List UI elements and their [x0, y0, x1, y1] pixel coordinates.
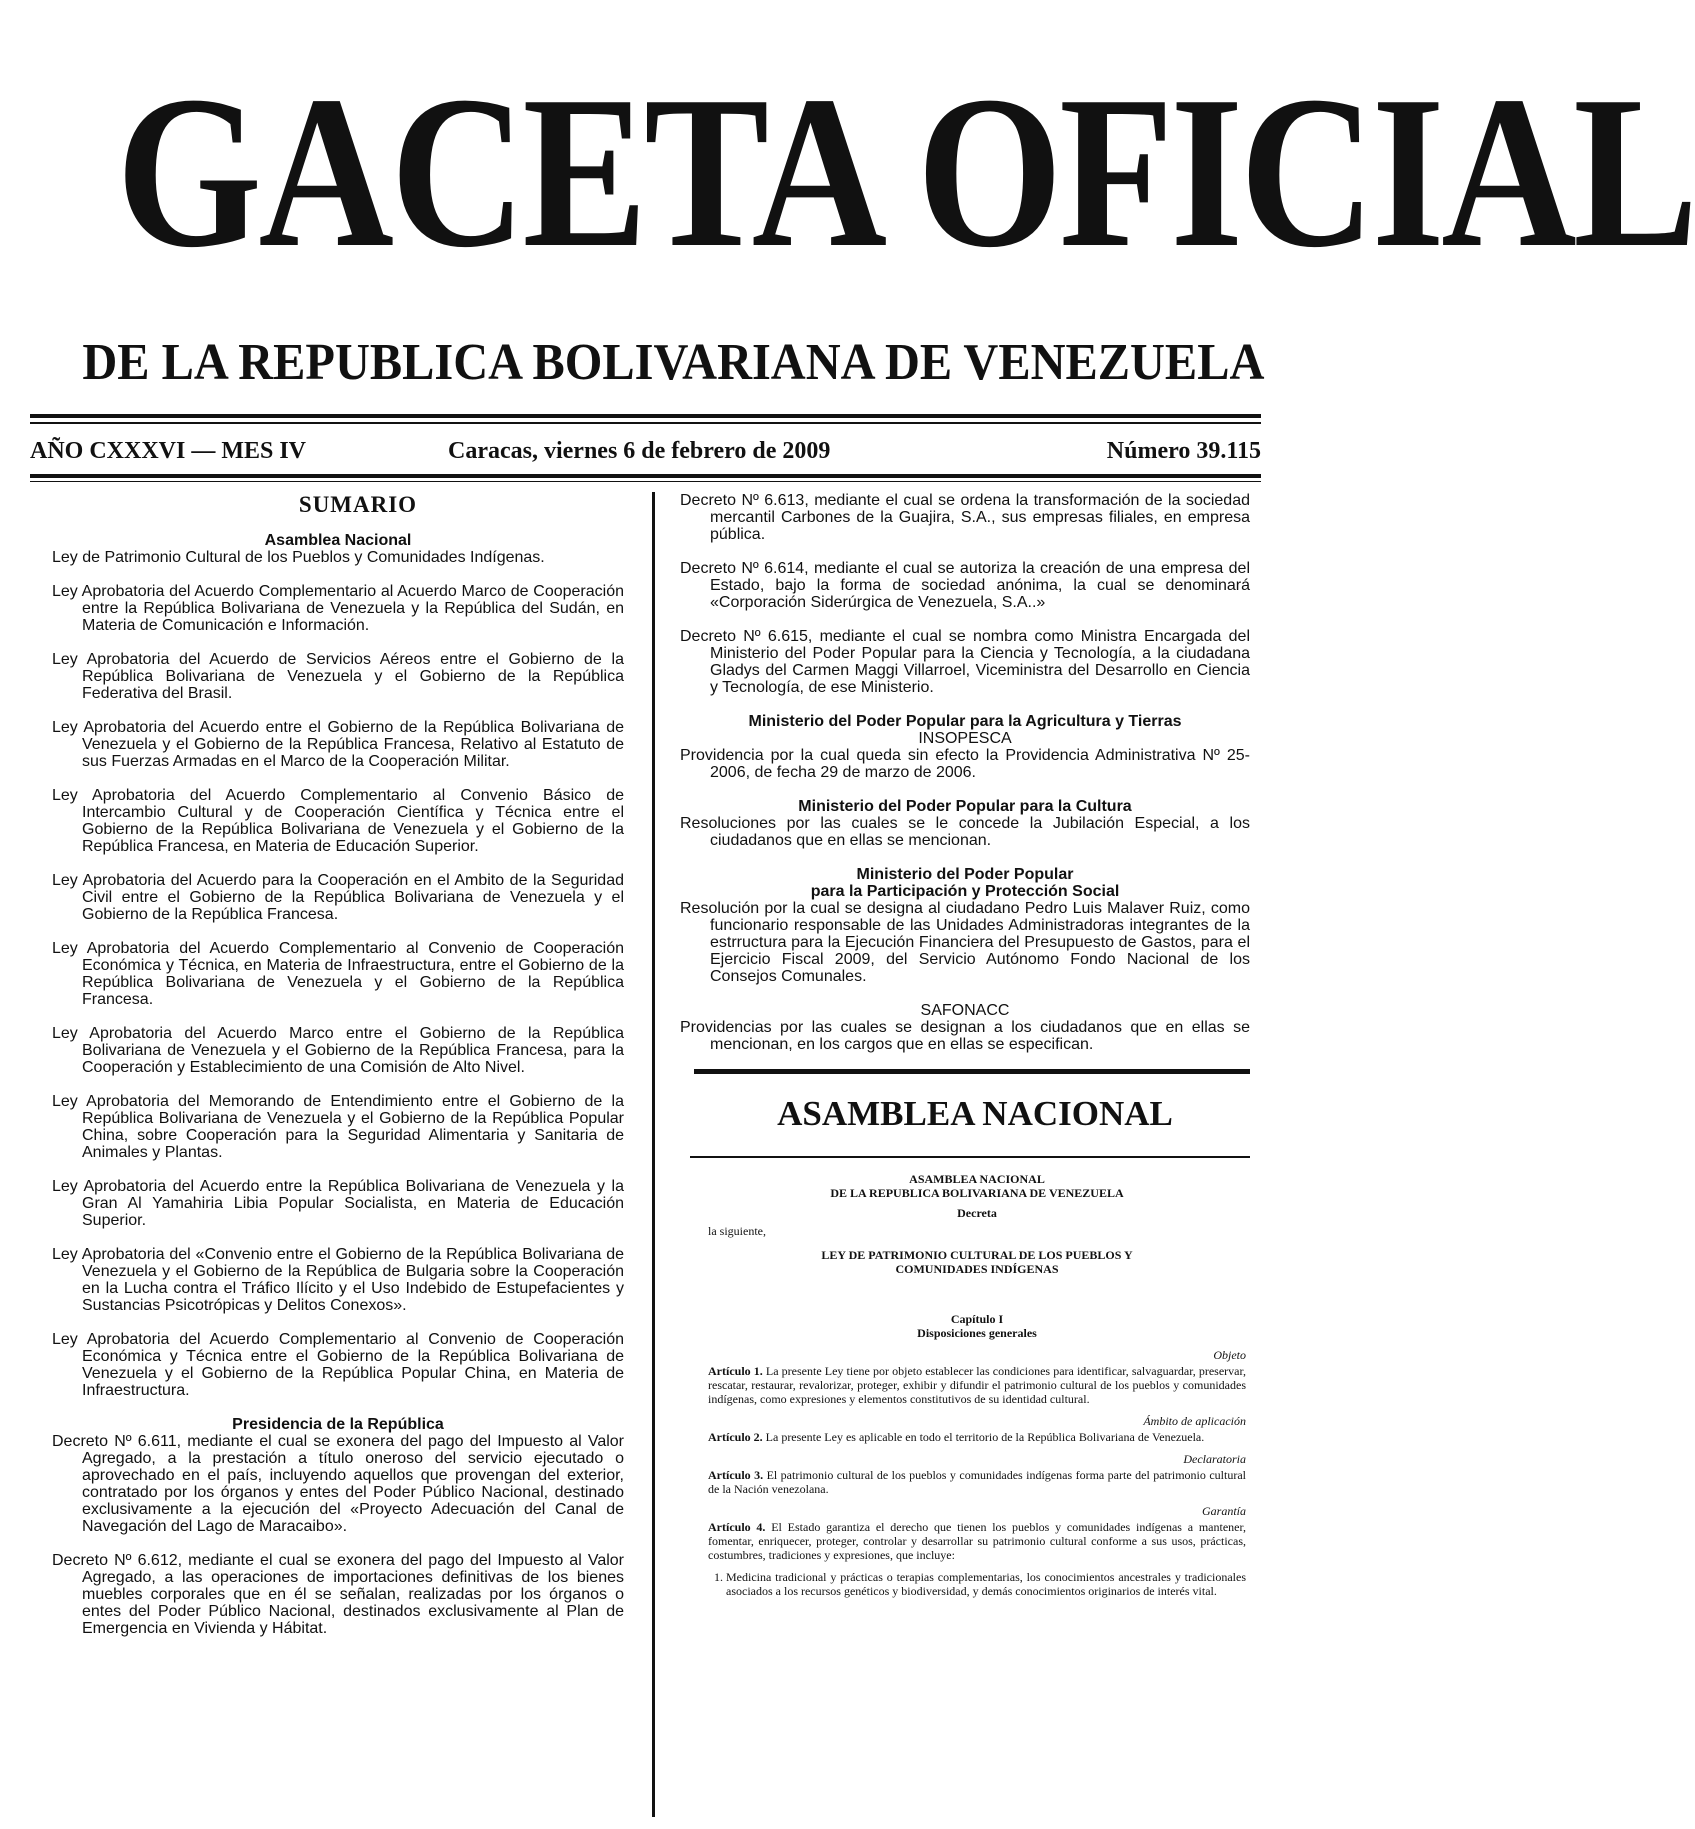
- sub-heading-insopesca: INSOPESCA: [918, 730, 1012, 747]
- dateline: [30, 434, 1261, 470]
- section-heading-presidencia: Presidencia de la República: [232, 1416, 444, 1433]
- summary-entry: Ley Aprobatoria del Memorando de Entendimiento entre el Gobierno de la República Bolivariana de Venezuela y el Gobierno de la República Popular China, sobre Cooperación para la Seguridad Alimentaria y Sanitaria de Animales y Plantas.: [52, 1093, 624, 1161]
- article-rubric: Objeto: [1213, 1348, 1246, 1362]
- summary-entry: Ley Aprobatoria del Acuerdo Complementario al Convenio de Cooperación Económica y Técnica entre el Gobierno de la República Bolivariana de Venezuela y el Gobierno de la República Popular China, en Materia de Infraestructura.: [52, 1331, 624, 1399]
- law-text: [680, 1172, 1250, 1598]
- decreta: Decreta: [957, 1206, 997, 1220]
- article-rubric: Declaratoria: [1183, 1452, 1246, 1466]
- year-month: AÑO CXXXVI — MES IV: [30, 438, 307, 464]
- summary-entry: Providencia por la cual queda sin efecto la Providencia Administrativa Nº 25-2006, de fecha 29 de marzo de 2006.: [680, 747, 1250, 781]
- summary-entry: Ley Aprobatoria del Acuerdo entre la República Bolivariana de Venezuela y la Gran Al Yamahiria Libia Popular Socialista, en Materia de Educación Superior.: [52, 1178, 624, 1229]
- summary-entry: Ley Aprobatoria del Acuerdo Complementario al Convenio Básico de Intercambio Cultural y de Cooperación Científica y Técnica entre el Gobierno de la República Bolivariana de Venezuela y el Gobierno de la República Francesa, en Materia de Educación Superior.: [52, 787, 624, 855]
- summary-entry: Ley de Patrimonio Cultural de los Pueblos y Comunidades Indígenas.: [52, 549, 545, 566]
- summary-entry: Decreto Nº 6.612, mediante el cual se exonera del pago del Impuesto al Valor Agregado, a las operaciones de importaciones definitivas de los bienes muebles corporales que en él se señalan, realizadas por los órganos o entes del Poder Público Nacional, destinados exclusivamente al Plan de Emergencia en Vivienda y Hábitat.: [52, 1552, 624, 1637]
- issue-number: Número 39.115: [1106, 438, 1261, 464]
- section-heading-participacion: Ministerio del Poder Popular: [856, 866, 1074, 883]
- section-heading-participacion-2: para la Participación y Protección Social: [810, 883, 1120, 900]
- summary-entry: Ley Aprobatoria del Acuerdo para la Cooperación en el Ambito de la Seguridad Civil entre el Gobierno de la República Bolivariana de Venezuela y el Gobierno de la República Francesa.: [52, 872, 624, 923]
- section-rule-heavy: [694, 1069, 1250, 1074]
- summary-entry: Ley Aprobatoria del Acuerdo Marco entre el Gobierno de la República Bolivariana de Venezuela y el Gobierno de la República Francesa, para la Cooperación y Establecimiento de una Comisión de Alto Nivel.: [52, 1025, 624, 1076]
- article-text: La presente Ley es aplicable en todo el territorio de la República Bolivariana de Venezuela.: [765, 1430, 1205, 1444]
- summary-left-column: [52, 492, 624, 1654]
- article-text: El Estado garantiza el derecho que tienen los pueblos y comunidades indígenas a mantener, fomentar, enriquecer, proteger, controlar y desarrollar su patrimonio cultural conforme a sus usos, prácticas, costumbres, tradiciones y expresiones, que incluye:: [708, 1520, 1247, 1562]
- place-date: Caracas, viernes 6 de febrero de 2009: [448, 438, 831, 464]
- summary-entry: Ley Aprobatoria del Acuerdo entre el Gobierno de la República Bolivariana de Venezuela y el Gobierno de la República Francesa, Relativo al Estatuto de sus Fuerzas Armadas en el Marco de la Cooperación Militar.: [52, 719, 624, 770]
- list-item: 1. Medicina tradicional y prácticas o terapias complementarias, los conocimientos ancestrales y tradicionales asociados a los recursos genéticos y biodiversidad, y demás conocimientos originarios de interés vital.: [726, 1570, 1246, 1598]
- article-label: Artículo 2.: [708, 1430, 763, 1444]
- summary-entry: Resoluciones por las cuales se le concede la Jubilación Especial, a los ciudadanos que en ellas se mencionan.: [680, 815, 1250, 849]
- law-title-2: COMUNIDADES INDÍGENAS: [895, 1262, 1059, 1276]
- summary-entry: Resolución por la cual se designa al ciudadano Pedro Luis Malaver Ruiz, como funcionario responsable de las Unidades Administradoras integrantes de la estrructura para la Ejecución Financiera del Presupuesto de Gastos, para el Ejercicio Fiscal 2009, del Servicio Autónomo Fondo Nacional de los Consejos Comunales.: [680, 900, 1250, 985]
- asamblea-section-title: ASAMBLEA NACIONAL: [777, 1094, 1173, 1133]
- article-4: [708, 1520, 1246, 1562]
- article-label: Artículo 3.: [708, 1468, 764, 1482]
- section-heading-asamblea: Asamblea Nacional: [264, 532, 412, 549]
- summary-entry: Decreto Nº 6.611, mediante el cual se exonera del pago del Impuesto al Valor Agregado, a la prestación a título oneroso del servicio ejecutado o aprovechado en el país, incluyendo aquellos que provengan del exterior, contratado por los órganos y entes del Poder Público Nacional, destinado exclusivamente a la ejecución del «Proyecto Adecuación del Canal de Navegación del Lago de Maracaibo».: [52, 1433, 624, 1535]
- column-divider: [652, 492, 655, 1817]
- article-text: El patrimonio cultural de los pueblos y comunidades indígenas forma parte del patrimonio cultural de la Nación venezolana.: [708, 1468, 1246, 1496]
- summary-entry: Ley Aprobatoria del Acuerdo Complementario al Acuerdo Marco de Cooperación entre la República Bolivariana de Venezuela y la República del Sudán, en Materia de Comunicación e Información.: [52, 583, 624, 634]
- section-heading-cultura: Ministerio del Poder Popular para la Cultura: [798, 798, 1132, 815]
- summary-entry: Ley Aprobatoria del Acuerdo Complementario al Convenio de Cooperación Económica y Técnica, en Materia de Infraestructura, entre el Gobierno de la República Bolivariana de Venezuela y el Gobierno de la República Francesa.: [52, 940, 624, 1008]
- top-rule-thick: [30, 414, 1261, 418]
- summary-entry: Decreto Nº 6.614, mediante el cual se autoriza la creación de una empresa del Estado, bajo la forma de sociedad anónima, la cual se denominará «Corporación Siderúrgica de Venezuela, S.A..»: [680, 560, 1250, 611]
- article-rubric: Ámbito de aplicación: [1143, 1414, 1246, 1428]
- chapter-name: Disposiciones generales: [917, 1326, 1037, 1340]
- summary-right-column: [680, 492, 1250, 1598]
- issuer-line-1: ASAMBLEA NACIONAL: [909, 1172, 1045, 1186]
- summary-entry: Ley Aprobatoria del Acuerdo de Servicios Aéreos entre el Gobierno de la República Bolivariana de Venezuela y el Gobierno de la República Federativa del Brasil.: [52, 651, 624, 702]
- article-text: La presente Ley tiene por objeto establecer las condiciones para identificar, salvaguardar, preservar, rescatar, restaurar, revalorizar, proteger, exhibir y difundir el patrimonio cultural de los pueblos y comunidades indígenas, como expresiones y elementos constitutivos de su identidad cultural.: [708, 1364, 1247, 1406]
- article-label: Artículo 1.: [708, 1364, 763, 1378]
- summary-entry: Providencias por las cuales se designan a los ciudadanos que en ellas se mencionan, en los cargos que en ellas se especifican.: [680, 1019, 1250, 1053]
- la-siguiente: la siguiente,: [708, 1224, 766, 1238]
- sumario-title: SUMARIO: [298, 492, 418, 517]
- summary-entry: Decreto Nº 6.615, mediante el cual se nombra como Ministra Encargada del Ministerio del Poder Popular para la Ciencia y Tecnología, a la ciudadana Gladys del Carmen Maggi Villarroel, Viceministra del Desarrollo en Ciencia y Tecnología, de ese Ministerio.: [680, 628, 1250, 696]
- chapter-number: Capítulo I: [950, 1312, 1004, 1326]
- law-title-1: LEY DE PATRIMONIO CULTURAL DE LOS PUEBLOS Y: [821, 1248, 1133, 1262]
- dateline-rule-thick: [30, 474, 1261, 478]
- article-2: [708, 1430, 1246, 1444]
- section-rule-thin: [690, 1156, 1250, 1158]
- article-rubric: Garantía: [1201, 1504, 1246, 1518]
- masthead-title: GACETA OFICIAL: [116, 52, 1695, 293]
- dateline-rule-thin: [30, 481, 1261, 482]
- masthead-subtitle: DE LA REPUBLICA BOLIVARIANA DE VENEZUELA: [82, 334, 1265, 391]
- article-4-list: [708, 1570, 1246, 1598]
- issuer-line-2: DE LA REPUBLICA BOLIVARIANA DE VENEZUELA: [830, 1186, 1124, 1200]
- summary-entry: Decreto Nº 6.613, mediante el cual se ordena la transformación de la sociedad mercantil Carbones de la Guajira, S.A., sus empresas filiales, en empresa pública.: [680, 492, 1250, 543]
- section-heading-agricultura: Ministerio del Poder Popular para la Agricultura y Tierras: [748, 713, 1182, 730]
- summary-entry: Ley Aprobatoria del «Convenio entre el Gobierno de la República Bolivariana de Venezuela y el Gobierno de la República de Bulgaria sobre la Cooperación en la Lucha contra el Tráfico Ilícito y el Uso Indebido de Estupefacientes y Sustancias Psicotrópicas y Delitos Conexos».: [52, 1246, 624, 1314]
- article-label: Artículo 4.: [708, 1520, 766, 1534]
- article-3: [708, 1468, 1246, 1496]
- article-1: [708, 1364, 1246, 1406]
- top-rule-thin: [30, 422, 1261, 424]
- sub-heading-safonacc: SAFONACC: [920, 1002, 1010, 1019]
